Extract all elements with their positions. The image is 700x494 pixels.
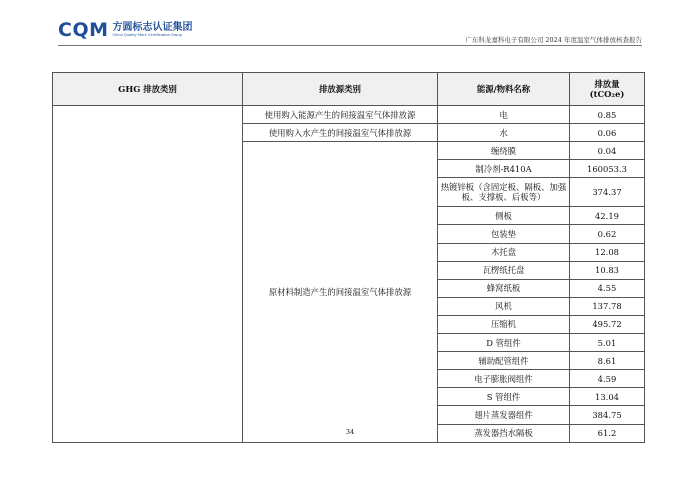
report-header-title: 广东科龙嘉科电子有限公司 2024 年度温室气体排放核查报告 [465,36,642,44]
logo-english-name: China Quality Mark Certification Group [112,33,182,37]
emission-cell: 0.85 [570,106,645,124]
table-row [53,106,645,124]
header-divider [58,45,642,46]
material-cell: 电 [438,106,570,124]
header-emission-label: 排放量 [594,79,620,89]
source-category-cell: 使用购入水产生的间接温室气体排放源 [243,124,438,142]
emission-cell: 495.72 [570,315,645,333]
emission-cell: 13.04 [570,388,645,406]
material-cell: 瓦楞纸托盘 [438,261,570,279]
material-cell: 制冷剂-R410A [438,160,570,178]
material-cell: D 管组件 [438,334,570,352]
emission-cell: 0.62 [570,225,645,243]
cqm-logo [58,19,193,41]
material-cell: 电子膨胀阀组件 [438,370,570,388]
emission-table [52,72,645,443]
material-cell: 压缩机 [438,315,570,333]
source-category-cell: 原材料制造产生的间接温室气体排放源 [243,142,438,442]
material-cell: 蜂窝纸板 [438,279,570,297]
emission-cell: 61.2 [570,424,645,442]
logo-text [113,22,193,38]
emission-cell: 374.37 [570,178,645,207]
material-cell: 辅助配管组件 [438,352,570,370]
material-cell: S 管组件 [438,388,570,406]
material-cell: 翅片蒸发器组件 [438,406,570,424]
emission-cell: 137.78 [570,297,645,315]
emission-cell: 42.19 [570,207,645,225]
header-source-category: 排放源类别 [243,73,438,106]
emission-cell: 0.06 [570,124,645,142]
table-header-row [53,73,645,106]
emission-cell: 160053.3 [570,160,645,178]
ghg-category-cell [53,106,243,443]
material-cell: 包装垫 [438,225,570,243]
page-number: 34 [345,428,355,436]
material-cell: 侧板 [438,207,570,225]
material-cell: 热镀锌板（含固定板、隔板、加强板、支撑板、后板等） [438,178,570,207]
material-cell: 缠绕膜 [438,142,570,160]
material-cell: 风机 [438,297,570,315]
logo-chinese-name: 方圆标志认证集团 [112,22,193,33]
emission-cell: 5.01 [570,334,645,352]
emission-cell: 8.61 [570,352,645,370]
header-emission-unit: (tCO₂e) [589,89,625,99]
header-emission [570,73,645,106]
header-material-name: 能源/物料名称 [438,73,570,106]
material-cell: 木托盘 [438,243,570,261]
emission-cell: 4.59 [570,370,645,388]
emission-cell: 4.55 [570,279,645,297]
emission-cell: 0.04 [570,142,645,160]
source-category-cell: 使用购入能源产生的间接温室气体排放源 [243,106,438,124]
header-ghg-category: GHG 排放类别 [53,73,243,106]
emission-cell: 384.75 [570,406,645,424]
emission-cell: 12.08 [570,243,645,261]
material-cell: 蒸发器挡水隔板 [438,424,570,442]
logo-mark: CQM [58,19,109,41]
material-cell: 水 [438,124,570,142]
emission-cell: 10.83 [570,261,645,279]
